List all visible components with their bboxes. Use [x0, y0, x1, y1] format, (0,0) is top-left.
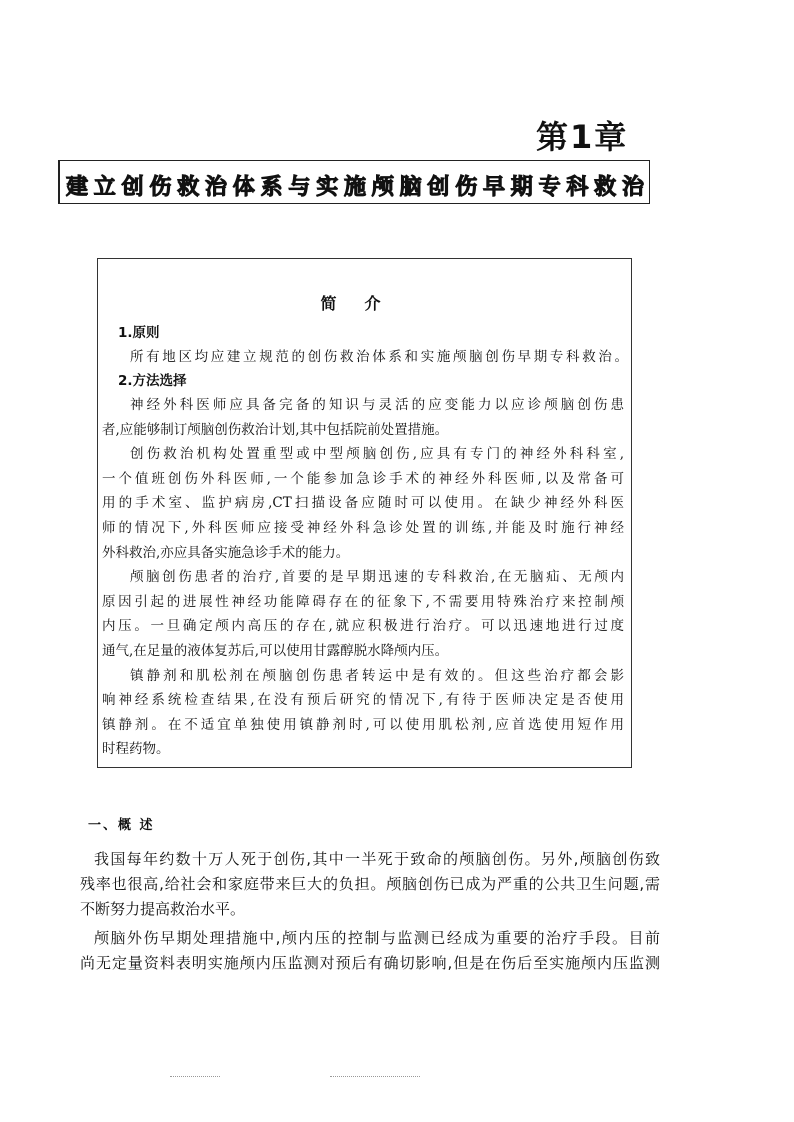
intro-line: 通气,在足量的液体复苏后,可以使用甘露醇脱水降颅内压。: [102, 643, 449, 659]
intro-line: 师的情况下,外科医师应接受神经外科急诊处置的训练,并能及时施行神经: [102, 520, 624, 536]
principle-heading: 1.原则: [118, 325, 160, 341]
intro-line: 所有地区均应建立规范的创伤救治体系和实施颅脑创伤早期专科救治。: [130, 349, 628, 365]
intro-line: 时程药物。: [102, 741, 170, 758]
method-heading: 2.方法选择: [118, 373, 187, 389]
intro-line: 镇静剂。在不适宜单独使用镇静剂时,可以使用肌松剂,应首选使用短作用: [102, 716, 624, 733]
body-line: 残率也很高,给社会和家庭带来巨大的负担。颅脑创伤已成为严重的公共卫生问题,需: [80, 875, 660, 893]
chapter-title: 建立创伤救治体系与实施颅脑创伤早期专科救治: [66, 175, 645, 200]
intro-line: 用的手术室、监护病房,CT扫描设备应随时可以使用。在缺少神经外科医: [102, 495, 624, 512]
chapter-title-box: [58, 160, 650, 204]
intro-box: [97, 258, 632, 768]
intro-line: 者,应能够制订颅脑创伤救治计划,其中包括院前处置措施。: [102, 421, 449, 438]
intro-line: 原因引起的进展性神经功能障碍存在的征象下,不需要用特殊治疗来控制颅: [102, 593, 624, 610]
intro-line: 镇静剂和肌松剂在颅脑创伤患者转运中是有效的。但这些治疗都会影: [130, 667, 624, 684]
body-line: 我国每年约数十万人死于创伤,其中一半死于致命的颅脑创伤。另外,颅脑创伤致: [94, 850, 660, 868]
body-line: 不断努力提高救治水平。: [80, 900, 246, 918]
intro-heading: 简介: [320, 294, 409, 313]
section-heading: 一、概 述: [88, 818, 155, 833]
body-line: 尚无定量资料表明实施颅内压监测对预后有确切影响,但是在伤后至实施颅内压监测: [80, 954, 660, 972]
intro-line: 颅脑创伤患者的治疗,首要的是早期迅速的专科救治,在无脑疝、无颅内: [130, 569, 624, 586]
intro-line: 一个值班创伤外科医师,一个能参加急诊手术的神经外科医师,以及常备可: [102, 470, 624, 487]
body-line: 颅脑外伤早期处理措施中,颅内压的控制与监测已经成为重要的治疗手段。目前: [94, 929, 660, 947]
intro-line: 创伤救治机构处置重型或中型颅脑创伤,应具有专门的神经外科科室,: [130, 446, 624, 463]
intro-line: 响神经系统检查结果,在没有预后研究的情况下,有待于医师决定是否使用: [102, 692, 624, 709]
intro-line: 神经外科医师应具备完备的知识与灵活的应变能力以应诊颅脑创伤患: [130, 397, 624, 413]
scan-noise: [330, 1076, 420, 1078]
chapter-number: 第1章: [536, 118, 629, 156]
scan-noise: [170, 1076, 220, 1078]
intro-line: 外科救治,亦应具备实施急诊手术的能力。: [102, 544, 350, 561]
intro-line: 内压。一旦确定颅内高压的存在,就应积极进行治疗。可以迅速地进行过度: [102, 618, 624, 635]
